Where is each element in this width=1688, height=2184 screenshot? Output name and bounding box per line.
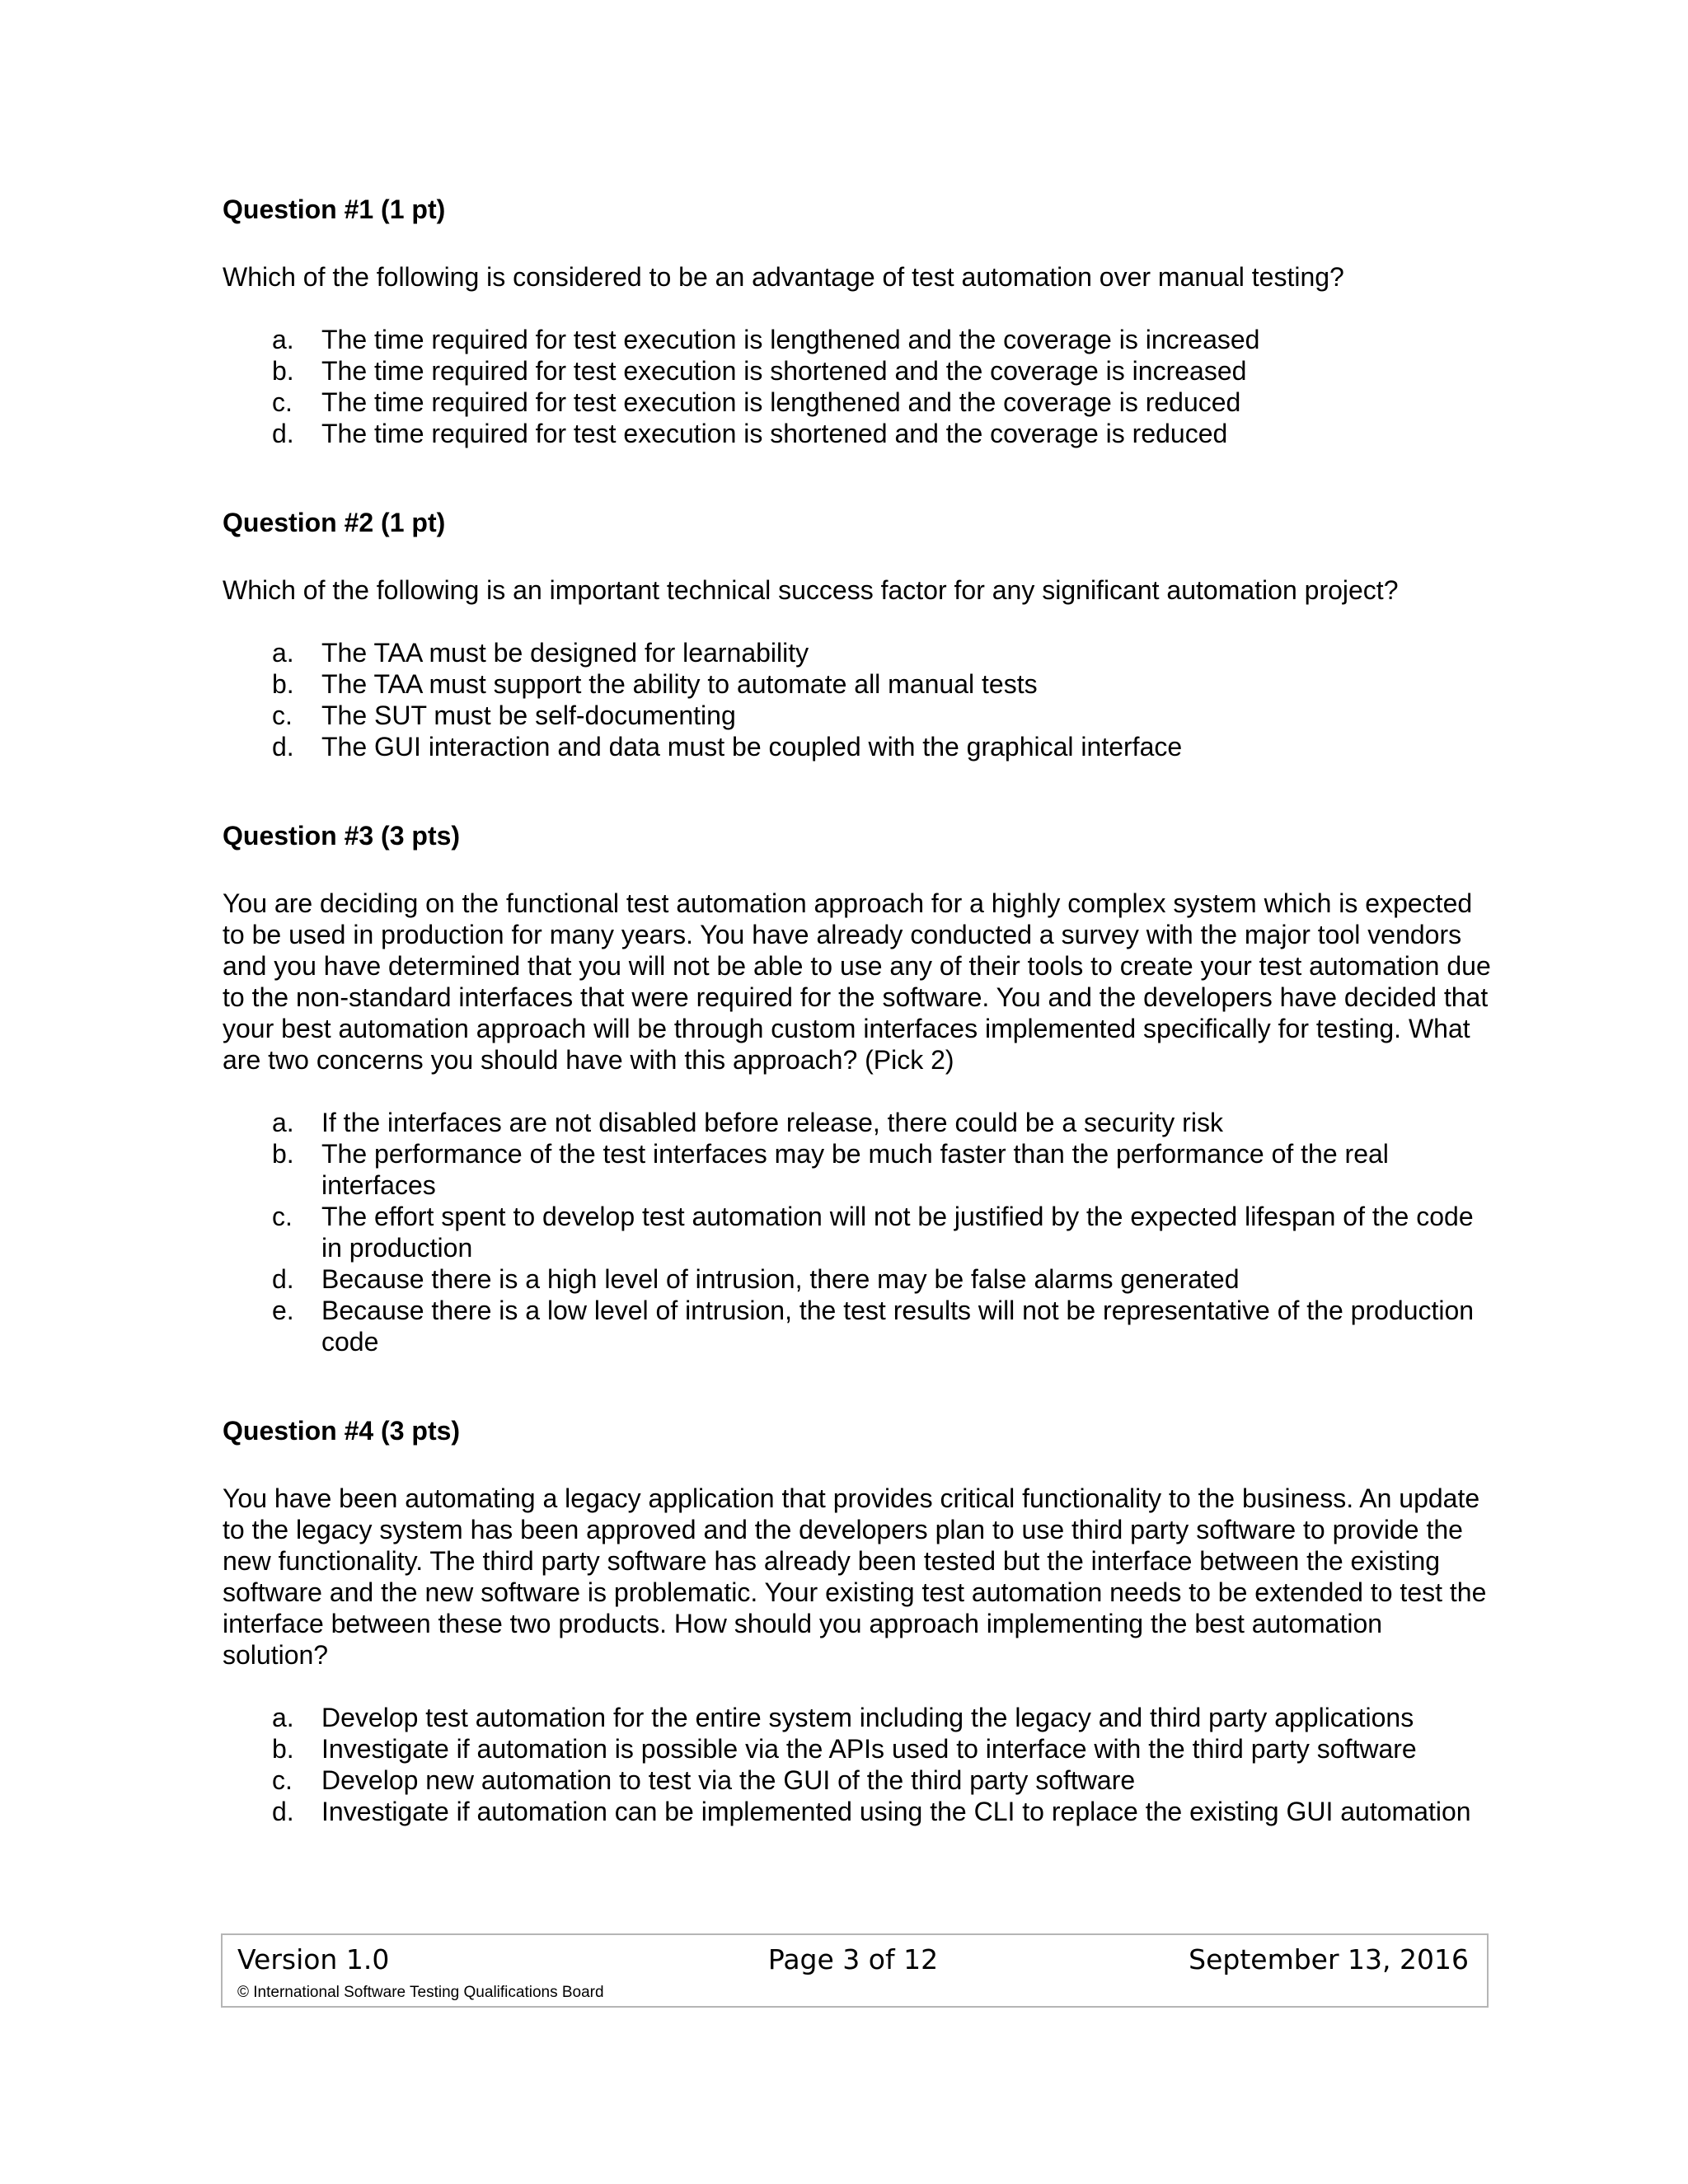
- option-letter: c.: [272, 701, 293, 730]
- question-text: Which of the following is an important technical success factor for any significant automation project?: [223, 575, 1399, 605]
- option-letter: d.: [272, 419, 294, 448]
- answer-option-a: [223, 637, 1492, 668]
- spacer: [223, 762, 1492, 820]
- answer-options: [223, 1702, 1492, 1827]
- option-text: Develop test automation for the entire system including the legacy and third party applications: [321, 1703, 1414, 1732]
- answer-options: [223, 637, 1492, 762]
- option-letter: b.: [272, 1734, 294, 1764]
- answer-option-b: [223, 355, 1492, 387]
- answer-option-d: [223, 418, 1492, 449]
- option-letter: c.: [272, 387, 293, 417]
- question-text: You are deciding on the functional test automation approach for a highly complex system which is expected to be used in production for many years. You have already conducted a survey with the major tool vendors and you have determined that you will not be able to use any of their tools to create your test automation due to the non-standard interfaces that were required for the software. You and the developers have decided that your best automation approach will be through custom interfaces implemented specifically for testing. What are two concerns you should have with this approach? (Pick 2): [223, 888, 1491, 1075]
- option-letter: d.: [272, 1797, 294, 1826]
- answer-option-c: [223, 1765, 1492, 1796]
- answer-option-b: [223, 668, 1492, 700]
- option-text: The time required for test execution is lengthened and the coverage is increased: [321, 325, 1260, 354]
- answer-option-c: [223, 1201, 1492, 1263]
- answer-option-a: [223, 1702, 1492, 1733]
- question-1: [223, 194, 1492, 449]
- page-content: [223, 194, 1492, 1827]
- option-text: Investigate if automation is possible via the APIs used to interface with the third party software: [321, 1734, 1417, 1764]
- option-letter: d.: [272, 732, 294, 762]
- answer-option-d: [223, 1796, 1492, 1827]
- answer-options: [223, 324, 1492, 449]
- question-3: [223, 820, 1492, 1357]
- option-letter: e.: [272, 1296, 294, 1325]
- option-text: The effort spent to develop test automation will not be justified by the expected lifespan of the code in production: [321, 1202, 1474, 1263]
- answer-option-b: [223, 1733, 1492, 1765]
- option-letter: b.: [272, 356, 294, 386]
- footer-date: September 13, 2016: [1189, 1943, 1469, 1975]
- option-text: Because there is a high level of intrusion, there may be false alarms generated: [321, 1264, 1240, 1294]
- footer-row: [237, 1942, 1469, 1978]
- option-text: The TAA must support the ability to automate all manual tests: [321, 669, 1038, 699]
- answer-option-a: [223, 1107, 1492, 1138]
- question-2: [223, 507, 1492, 762]
- page-footer: [221, 1933, 1489, 2008]
- question-title: Question #4 (3 pts): [223, 1416, 461, 1446]
- answer-option-c: [223, 387, 1492, 418]
- option-letter: c.: [272, 1765, 293, 1795]
- question-4: [223, 1415, 1492, 1827]
- option-letter: b.: [272, 1139, 294, 1169]
- spacer: [223, 449, 1492, 507]
- question-title: Question #3 (3 pts): [223, 821, 461, 851]
- footer-version: Version 1.0: [237, 1943, 390, 1975]
- answer-option-b: [223, 1138, 1492, 1201]
- option-text: Because there is a low level of intrusion, the test results will not be representative of the production code: [321, 1296, 1475, 1357]
- answer-option-d: [223, 731, 1492, 762]
- answer-options: [223, 1107, 1492, 1357]
- option-letter: b.: [272, 669, 294, 699]
- answer-option-d: [223, 1263, 1492, 1295]
- option-text: If the interfaces are not disabled before release, there could be a security risk: [321, 1108, 1223, 1137]
- option-letter: d.: [272, 1264, 294, 1294]
- option-text: Investigate if automation can be implemented using the CLI to replace the existing GUI automation: [321, 1797, 1471, 1826]
- question-title: Question #2 (1 pt): [223, 508, 446, 537]
- option-letter: a.: [272, 325, 294, 354]
- option-text: The performance of the test interfaces may be much faster than the performance of the real interfaces: [321, 1139, 1389, 1200]
- footer-page-number: Page 3 of 12: [767, 1943, 939, 1975]
- option-letter: c.: [272, 1202, 293, 1231]
- question-text: Which of the following is considered to be an advantage of test automation over manual testing?: [223, 262, 1344, 292]
- option-text: The SUT must be self-documenting: [321, 701, 736, 730]
- option-letter: a.: [272, 1703, 294, 1732]
- question-title: Question #1 (1 pt): [223, 194, 446, 224]
- option-text: The time required for test execution is lengthened and the coverage is reduced: [321, 387, 1241, 417]
- answer-option-c: [223, 700, 1492, 731]
- spacer: [223, 1357, 1492, 1415]
- option-text: The time required for test execution is shortened and the coverage is reduced: [321, 419, 1228, 448]
- option-text: The time required for test execution is shortened and the coverage is increased: [321, 356, 1247, 386]
- option-text: Develop new automation to test via the GUI of the third party software: [321, 1765, 1136, 1795]
- option-text: The GUI interaction and data must be coupled with the graphical interface: [321, 732, 1183, 762]
- option-text: The TAA must be designed for learnability: [321, 638, 809, 668]
- question-text: You have been automating a legacy application that provides critical functionality to the business. An update to the legacy system has been approved and the developers plan to use third party software to provide the new functionality. The third party software has already been tested but the interface between the existing software and the new software is problematic. Your existing test automation needs to be extended to test the interface between these two products. How should you approach implementing the best automation solution?: [223, 1483, 1487, 1670]
- option-letter: a.: [272, 638, 294, 668]
- answer-option-e: [223, 1295, 1492, 1357]
- footer-copyright: © International Software Testing Qualifications Board: [237, 1984, 604, 2001]
- answer-option-a: [223, 324, 1492, 355]
- option-letter: a.: [272, 1108, 294, 1137]
